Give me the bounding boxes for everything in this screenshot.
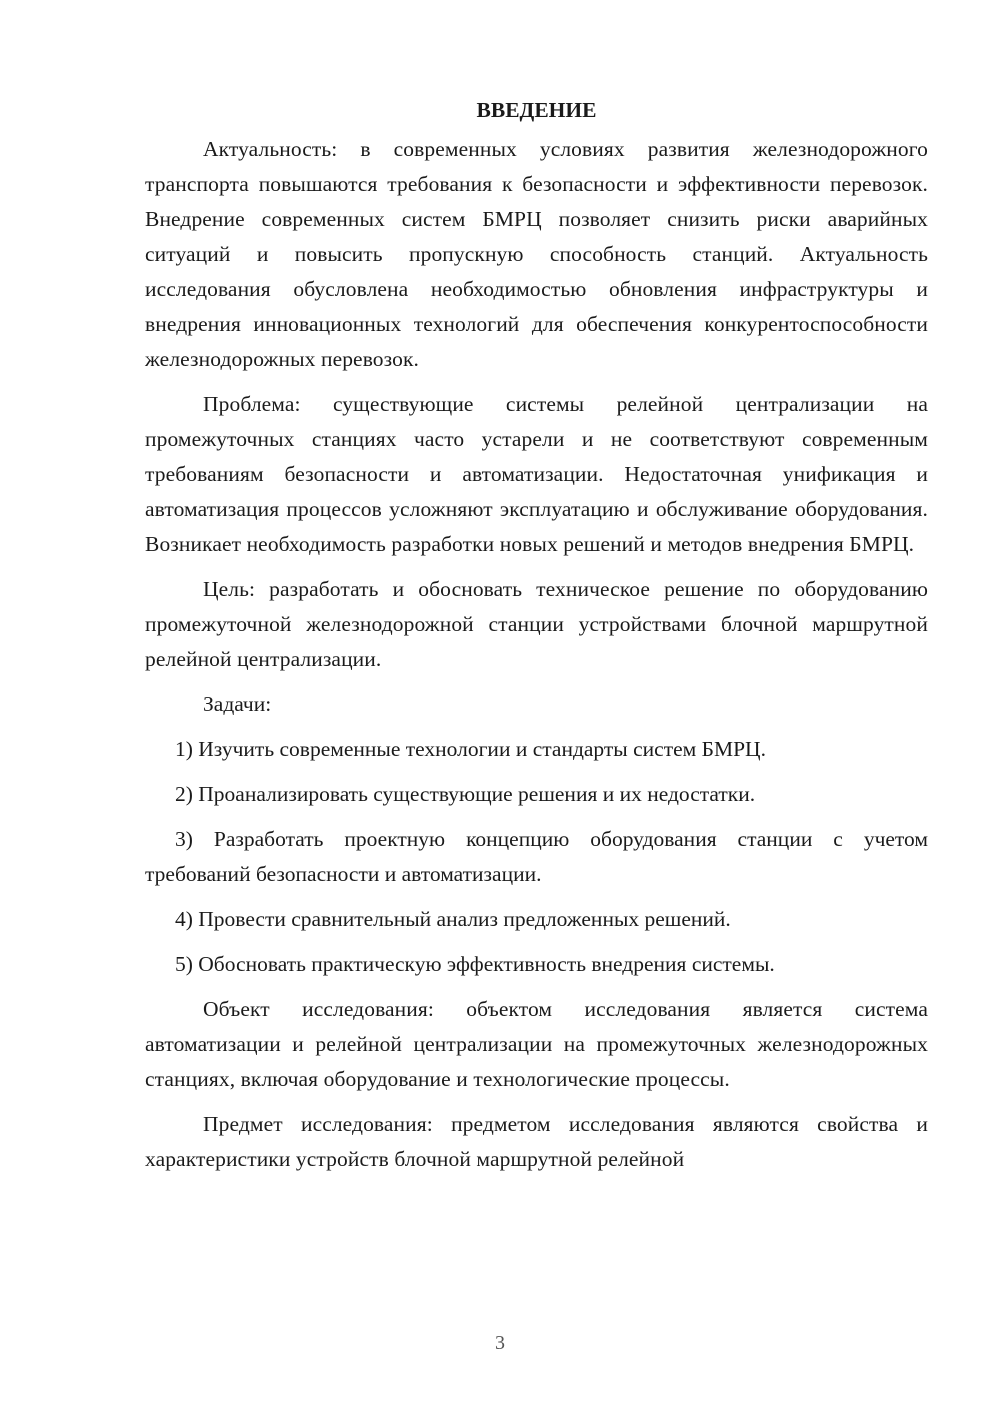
paragraph-goal: Цель: разработать и обосновать техническое решение по оборудованию промежуточной железнодорожной станции устройствами блочной маршрутной релейной централизации. — [145, 577, 928, 671]
task-item-1: 1) Изучить современные технологии и стандарты систем БМРЦ. — [175, 737, 766, 761]
task-list — [145, 732, 928, 982]
document-page-body — [145, 92, 928, 1187]
page-title: ВВЕДЕНИЕ — [476, 98, 597, 122]
task-item-2: 2) Проанализировать существующие решения и их недостатки. — [175, 782, 756, 806]
task-item-4: 4) Провести сравнительный анализ предложенных решений. — [175, 907, 731, 931]
tasks-heading: Задачи: — [203, 692, 272, 716]
paragraph-object: Объект исследования: объектом исследования является система автоматизации и релейной централизации на промежуточных железнодорожных станциях, включая оборудование и технологические процессы. — [145, 997, 928, 1091]
page-number: 3 — [495, 1332, 505, 1354]
task-item-3: 3) Разработать проектную концепцию оборудования станции с учетом требований безопасности и автоматизации. — [145, 827, 928, 886]
paragraph-relevance: Актуальность: в современных условиях развития железнодорожного транспорта повышаются требования к безопасности и эффективности перевозок. Внедрение современных систем БМРЦ позволяет снизить риски аварийных ситуаций и повысить пропускную способность станций. Актуальность исследования обусловлена необходимостью обновления инфраструктуры и внедрения инновационных технологий для обеспечения конкурентоспособности железнодорожных перевозок. — [145, 137, 928, 371]
paragraph-subject: Предмет исследования: предметом исследования являются свойства и характеристики устройств блочной маршрутной релейной — [145, 1112, 928, 1171]
paragraph-problem: Проблема: существующие системы релейной централизации на промежуточных станциях часто устарели и не соответствуют современным требованиям безопасности и автоматизации. Недостаточная унификация и автоматизация процессов усложняют эксплуатацию и обслуживание оборудования. Возникает необходимость разработки новых решений и методов внедрения БМРЦ. — [145, 392, 928, 556]
task-item-5: 5) Обосновать практическую эффективность внедрения системы. — [175, 952, 775, 976]
